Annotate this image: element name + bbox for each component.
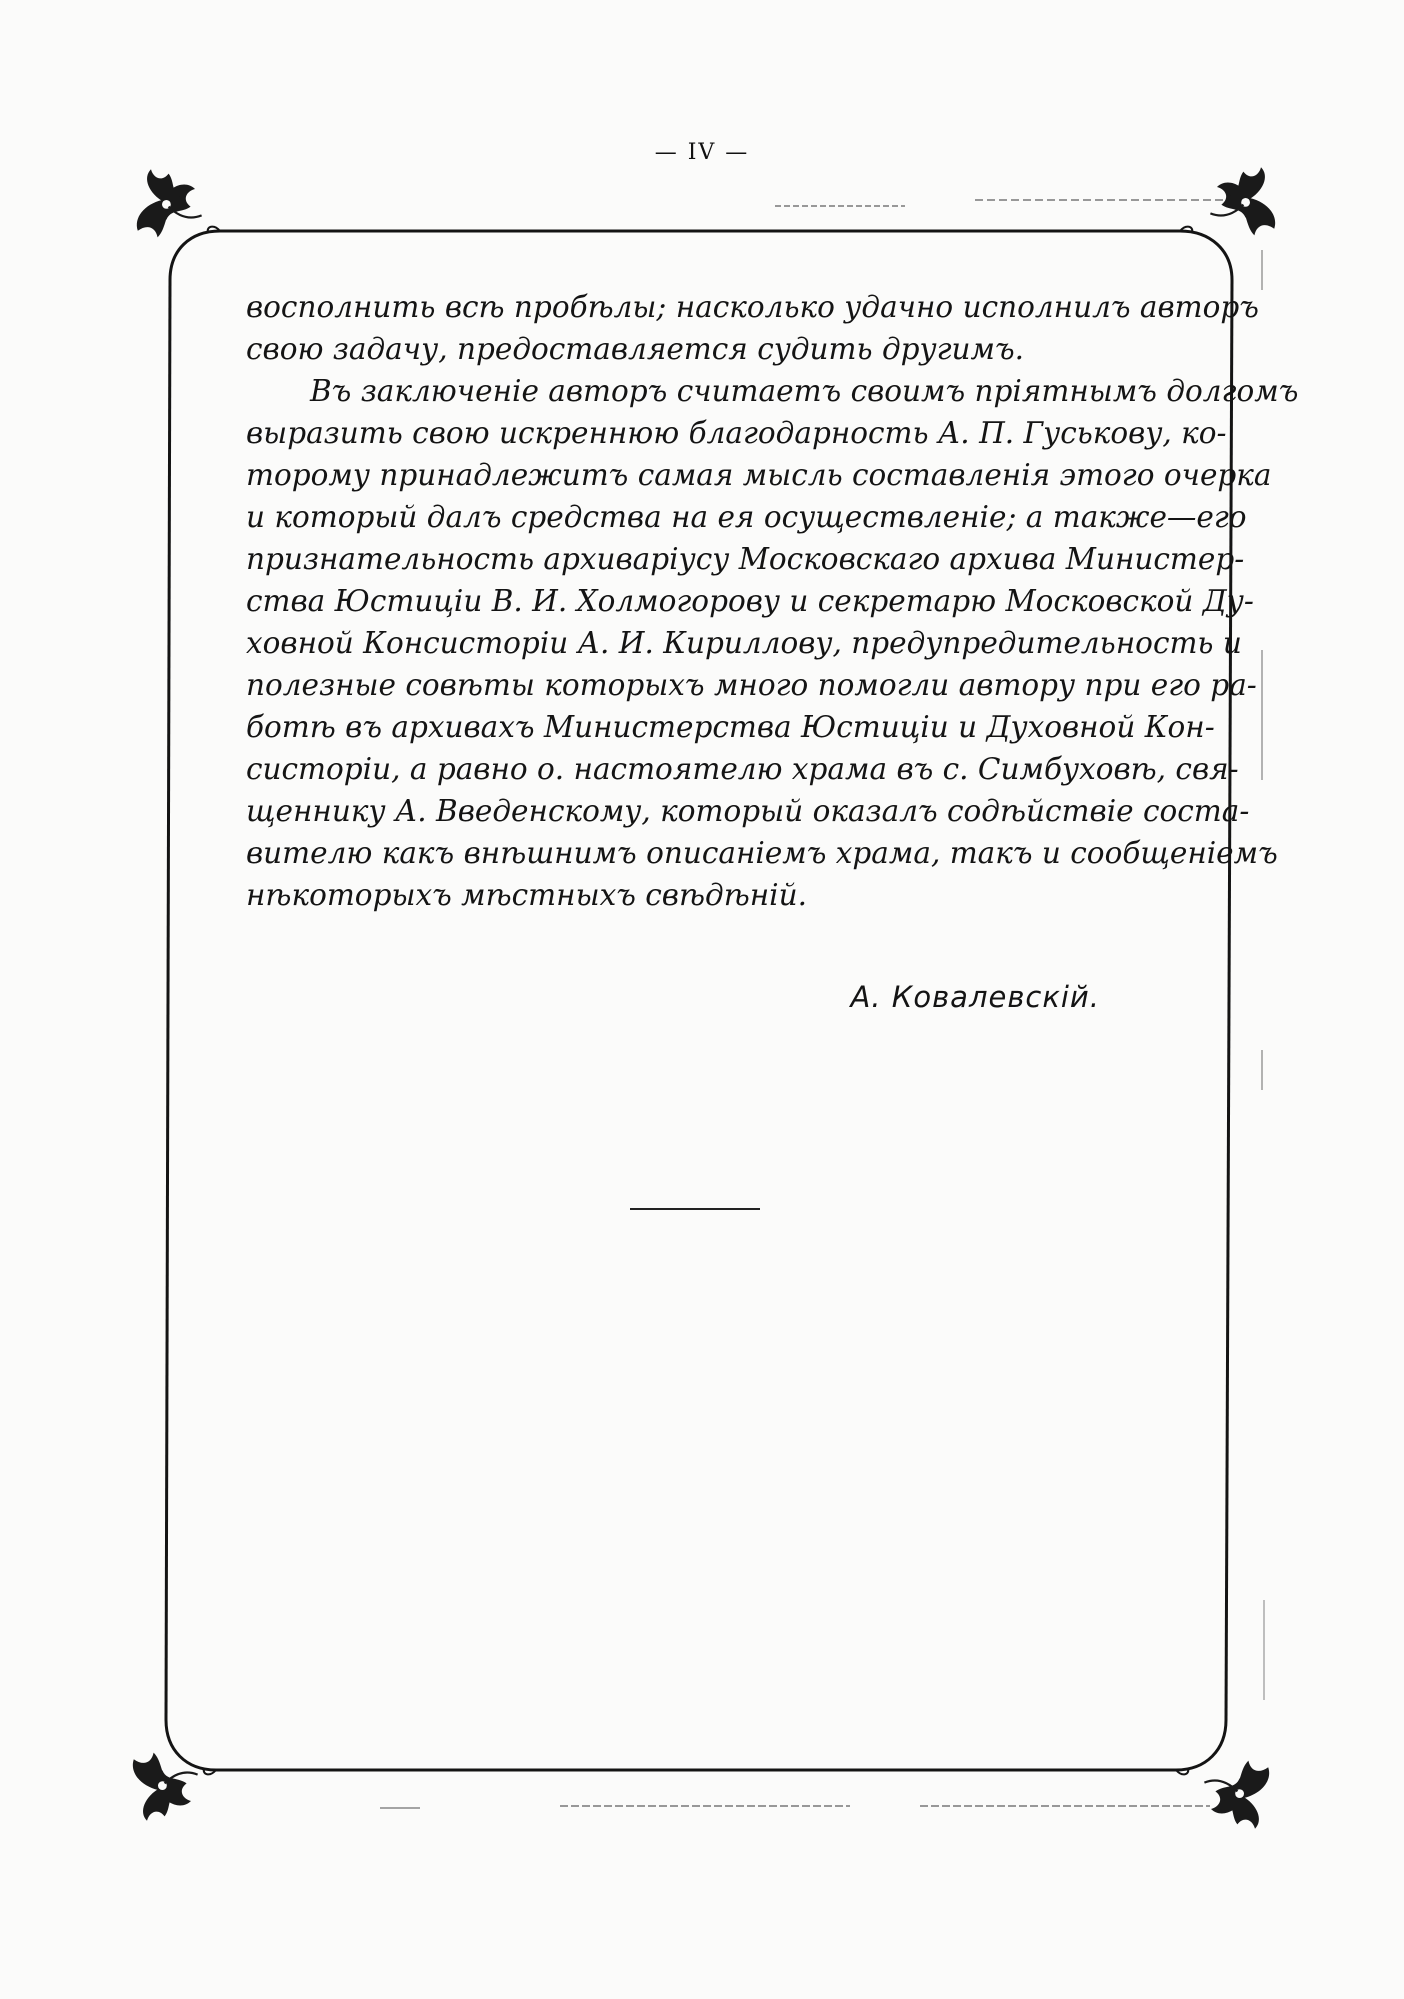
page-number: — IV — (654, 140, 750, 165)
text-line: полезные совѣты которыхъ много помогли автору при его ра- (246, 668, 1257, 702)
text-line: ботѣ въ архивахъ Министерства Юстиціи и Духовной Кон- (246, 710, 1215, 744)
ornament-top-right-icon (1210, 167, 1275, 235)
text-line: признательность архиваріусу Московскаго архива Министер- (246, 542, 1245, 576)
end-divider (630, 1208, 760, 1210)
ornament-top-left-icon (137, 169, 202, 237)
text-line: восполнить всѣ пробѣлы; насколько удачно исполнилъ авторъ (246, 290, 1259, 324)
ornament-bottom-right-icon (1204, 1761, 1269, 1829)
text-line: ховной Консисторіи А. И. Кириллову, предупредительность и (246, 626, 1242, 660)
text-line: ства Юстиціи В. И. Холмогорову и секретарю Московской Ду- (246, 584, 1254, 618)
text-line: вителю какъ внѣшнимъ описаніемъ храма, такъ и сообщеніемъ (246, 836, 1278, 870)
text-line: нѣкоторыхъ мѣстныхъ свѣдѣній. (246, 878, 807, 912)
text-line: выразить свою искреннюю благодарность А. П. Гуськову, ко- (246, 416, 1227, 450)
text-line: торому принадлежитъ самая мысль составленія этого очерка (246, 458, 1272, 492)
text-line: Въ заключеніе авторъ считаетъ своимъ пріятнымъ долгомъ (310, 374, 1299, 408)
text-line: и который далъ средства на ея осуществленіе; а также—его (246, 500, 1247, 534)
body-text (246, 286, 1299, 916)
text-line: щеннику А. Введенскому, который оказалъ содѣйствіе соста- (246, 794, 1250, 828)
author-signature: А. Ковалевскій. (850, 980, 1100, 1014)
text-line: систоріи, а равно о. настоятелю храма въ с. Симбуховѣ, свя- (246, 752, 1239, 786)
text-line: свою задачу, предоставляется судить другимъ. (246, 332, 1025, 366)
